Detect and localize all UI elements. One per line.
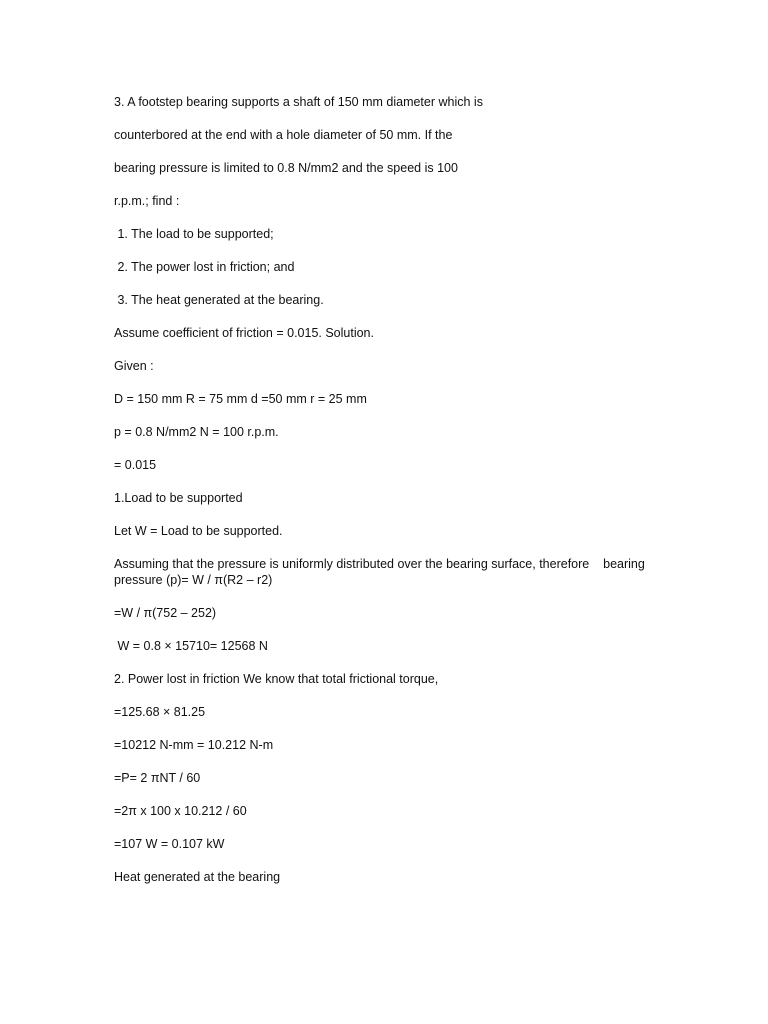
problem-line-1: 3. A footstep bearing supports a shaft of 150 mm diameter which is xyxy=(114,95,483,109)
load-result: W = 0.8 × 15710= 12568 N xyxy=(114,639,268,653)
problem-line-4: r.p.m.; find : xyxy=(114,194,180,208)
given-pressure-speed: p = 0.8 N/mm2 N = 100 r.p.m. xyxy=(114,425,279,439)
section-load-heading: 1.Load to be supported xyxy=(114,491,243,505)
task-item-3: 3. The heat generated at the bearing. xyxy=(114,293,324,307)
task-item-2: 2. The power lost in friction; and xyxy=(114,260,295,274)
pressure-equation: =W / π(752 – 252) xyxy=(114,606,217,620)
given-dimensions: D = 150 mm R = 75 mm d =50 mm r = 25 mm xyxy=(114,392,367,406)
assumption-line: Assume coefficient of friction = 0.015. Solution. xyxy=(114,326,374,340)
power-formula: =P= 2 πNT / 60 xyxy=(114,771,201,785)
problem-line-2: counterbored at the end with a hole diameter of 50 mm. If the xyxy=(114,128,453,142)
problem-line-3: bearing pressure is limited to 0.8 N/mm2 and the speed is 100 xyxy=(114,161,458,175)
torque-calc-1: =125.68 × 81.25 xyxy=(114,705,206,719)
given-friction: = 0.015 xyxy=(114,458,157,472)
task-item-1: 1. The load to be supported; xyxy=(114,227,274,241)
section-heat-heading: Heat generated at the bearing xyxy=(114,870,281,884)
given-heading: Given : xyxy=(114,359,154,373)
section-power-heading: 2. Power lost in friction We know that total frictional torque, xyxy=(114,672,439,686)
power-calc: =2π x 100 x 10.212 / 60 xyxy=(114,804,247,818)
torque-calc-2: =10212 N-mm = 10.212 N-m xyxy=(114,738,274,752)
pressure-assumption: Assuming that the pressure is uniformly distributed over the bearing surface, therefore bearing pressure (p)= W / π(R2 – r2) xyxy=(114,557,649,587)
load-definition: Let W = Load to be supported. xyxy=(114,524,283,538)
document-body xyxy=(114,94,659,902)
power-result: =107 W = 0.107 kW xyxy=(114,837,225,851)
